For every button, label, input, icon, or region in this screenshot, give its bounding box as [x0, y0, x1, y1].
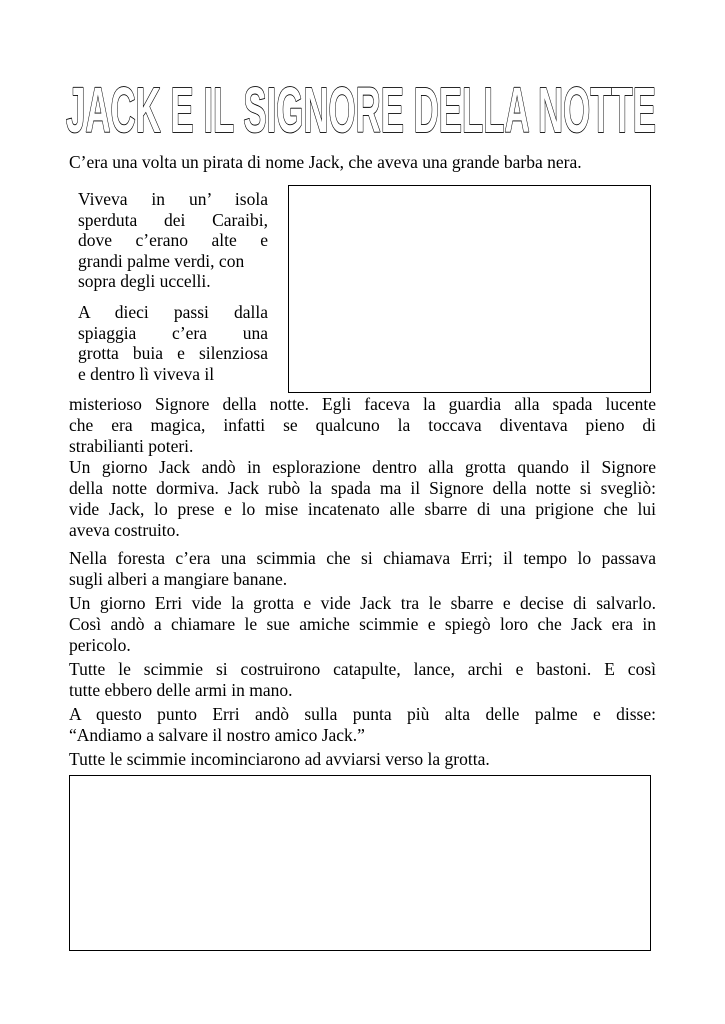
body-line: Tutte le scimmie si costruirono catapulte, lance, archi e bastoni. E così	[69, 659, 656, 679]
intro-line: C’era una volta un pirata di nome Jack, che aveva una grande barba nera.	[69, 152, 582, 172]
illustration-frame-top	[288, 185, 651, 393]
body-line: Tutte le scimmie incominciarono ad avviarsi verso la grotta.	[69, 749, 490, 769]
body-line: pericolo.	[69, 635, 131, 655]
body-line: della notte dormiva. Jack rubò la spada ma il Signore della notte si svegliò:	[69, 478, 656, 498]
title-outline-text	[60, 76, 662, 140]
title-text: JACK E IL SIGNORE DELLA NOTTE	[66, 76, 656, 140]
body-line: Così andò a chiamare le sue amiche scimmie e spiegò loro che Jack era in	[69, 614, 656, 634]
column-line: grotta buia e silenziosa	[78, 343, 268, 364]
body-line: aveva costruito.	[69, 520, 180, 540]
body-line: che era magica, infatti se qualcuno la toccava diventava pieno di	[69, 415, 656, 435]
column-line: sperduta dei Caraibi,	[78, 209, 268, 230]
body-line: strabilianti poteri.	[69, 436, 194, 456]
body-line: misterioso Signore della notte. Egli faceva la guardia alla spada lucente	[69, 394, 656, 414]
body-line: Un giorno Erri vide la grotta e vide Jack tra le sbarre e decise di salvarlo.	[69, 593, 656, 613]
body-line: tutte ebbero delle armi in mano.	[69, 680, 293, 700]
body-line: A questo punto Erri andò sulla punta più alta delle palme e disse:	[69, 704, 656, 724]
column-line: Viveva in un’ isola	[78, 189, 268, 209]
column-line: e dentro lì viveva il	[78, 363, 215, 384]
column-line: dove c’erano alte e	[78, 230, 268, 251]
body-line: Un giorno Jack andò in esplorazione dentro alla grotta quando il Signore	[69, 457, 656, 477]
column-line: sopra degli uccelli.	[78, 271, 211, 292]
body-line: Nella foresta c’era una scimmia che si chiamava Erri; il tempo lo passava	[69, 548, 656, 568]
body-line: “Andiamo a salvare il nostro amico Jack.”	[69, 725, 365, 745]
column-line: A dieci passi dalla	[78, 302, 268, 322]
body-line: sugli alberi a mangiare banane.	[69, 569, 288, 589]
column-line: spiaggia c’era una	[78, 322, 268, 343]
illustration-frame-bottom	[69, 775, 651, 951]
page-title	[60, 76, 662, 140]
column-line: grandi palme verdi, con	[78, 250, 245, 271]
body-line: vide Jack, lo prese e lo mise incatenato alle sbarre di una prigione che lui	[69, 499, 656, 519]
